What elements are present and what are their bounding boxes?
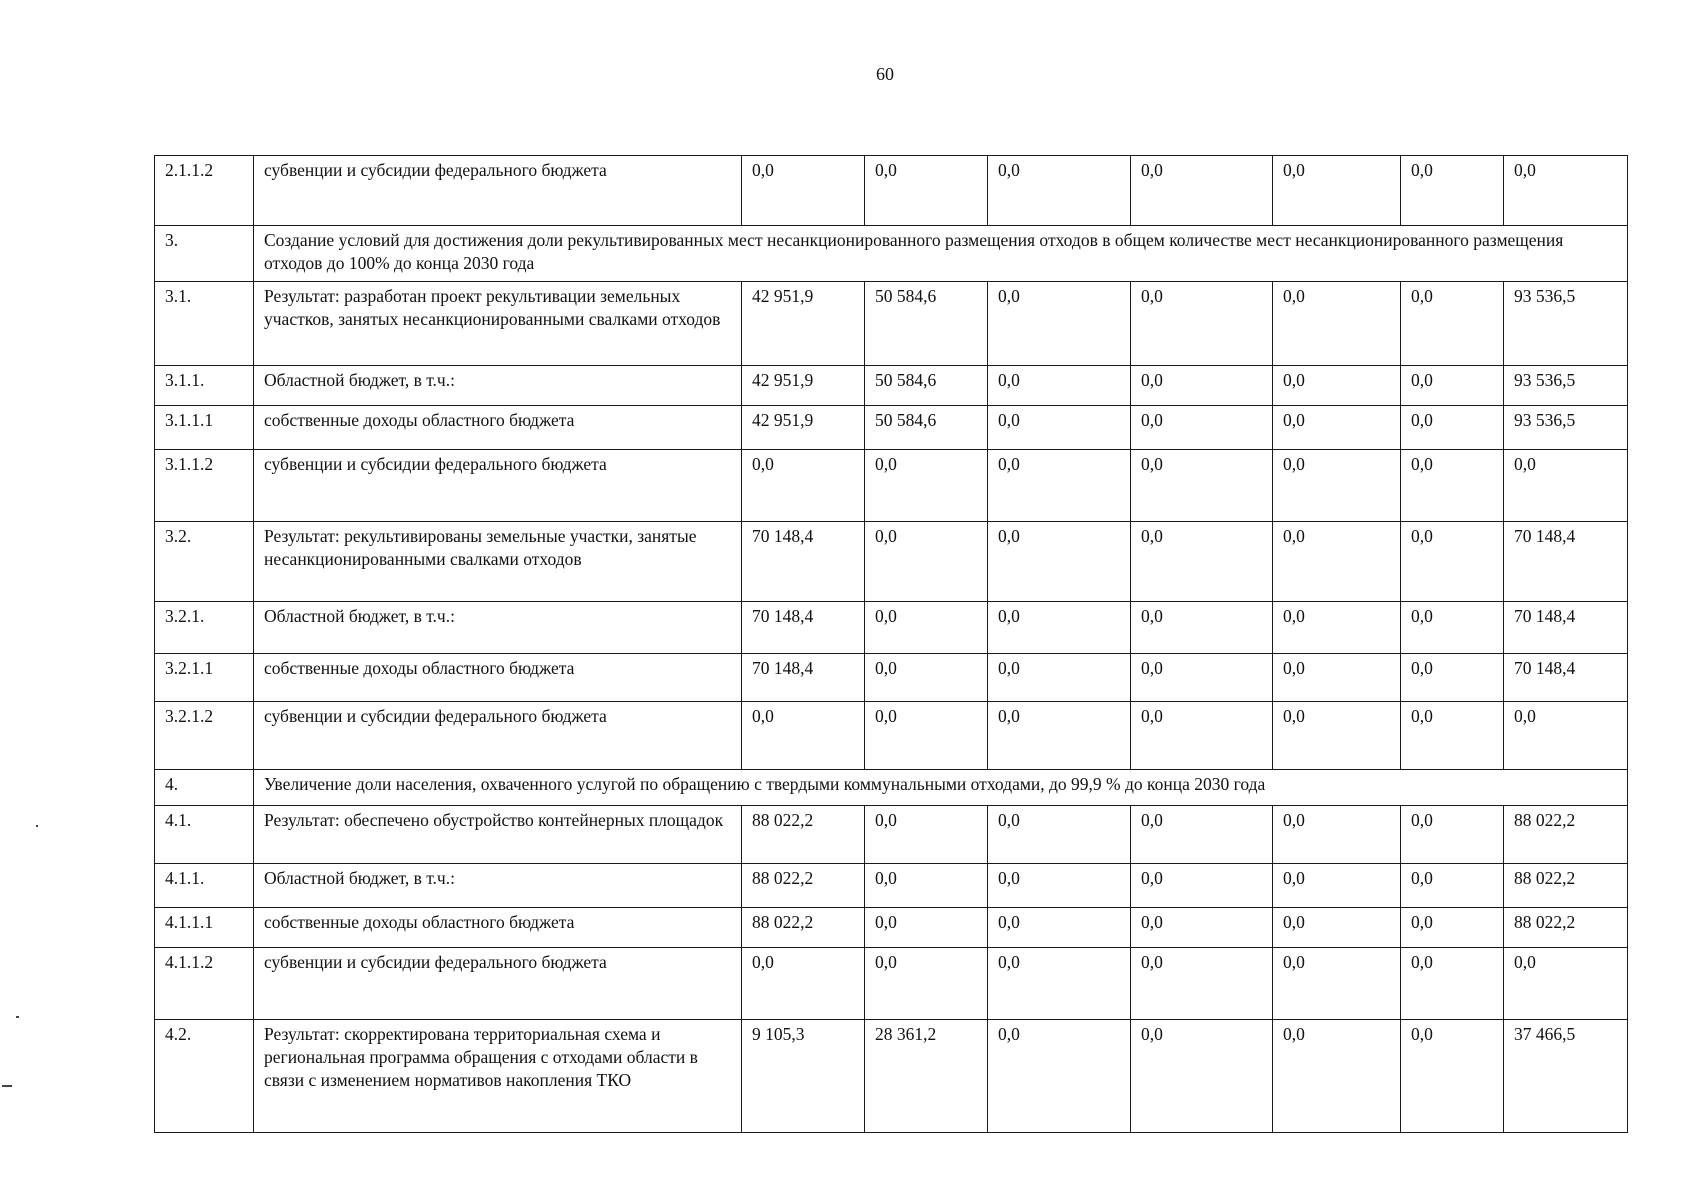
row-value: 0,0 [1504,702,1628,770]
table-row [155,366,1628,406]
row-code: 4.1.1. [155,864,254,908]
row-value: 0,0 [1401,864,1504,908]
row-name: Результат: скорректирована территориальная схема и региональная программа обращения с отходами области в связи с изменением нормативов накопления ТКО [254,1020,742,1133]
row-value: 0,0 [1273,156,1401,226]
row-name: субвенции и субсидии федерального бюджета [254,702,742,770]
row-value: 0,0 [988,602,1131,654]
row-value: 0,0 [865,806,988,864]
row-value: 70 148,4 [1504,602,1628,654]
row-name: Результат: обеспечено обустройство контейнерных площадок [254,806,742,864]
row-name: собственные доходы областного бюджета [254,654,742,702]
row-value: 0,0 [988,406,1131,450]
row-value: 88 022,2 [1504,806,1628,864]
row-name: собственные доходы областного бюджета [254,406,742,450]
row-name: Областной бюджет, в т.ч.: [254,602,742,654]
row-value: 0,0 [988,908,1131,948]
row-value: 0,0 [1273,282,1401,366]
row-value: 0,0 [742,948,865,1020]
row-value: 0,0 [865,908,988,948]
table-row [155,156,1628,226]
row-value: 93 536,5 [1504,406,1628,450]
section-row [155,226,1628,282]
section-title: Увеличение доли населения, охваченного услугой по обращению с твердыми коммунальными отходами, до 99,9 % до конца 2030 года [254,770,1628,806]
row-code: 3. [155,226,254,282]
row-name: Результат: разработан проект рекультивации земельных участков, занятых несанкционированными свалками отходов [254,282,742,366]
row-code: 3.2. [155,522,254,602]
table-row [155,908,1628,948]
row-value: 0,0 [865,948,988,1020]
row-value: 0,0 [1273,522,1401,602]
row-value: 0,0 [865,522,988,602]
row-value: 0,0 [1273,702,1401,770]
row-value: 0,0 [1273,406,1401,450]
table-row [155,864,1628,908]
row-name: субвенции и субсидии федерального бюджета [254,156,742,226]
row-value: 0,0 [1401,948,1504,1020]
table-row [155,522,1628,602]
row-code: 3.1.1. [155,366,254,406]
row-value: 0,0 [1131,450,1273,522]
table-row [155,806,1628,864]
table-row [155,702,1628,770]
row-code: 4.1. [155,806,254,864]
row-value: 88 022,2 [1504,908,1628,948]
row-value: 0,0 [1131,654,1273,702]
row-value: 0,0 [988,282,1131,366]
row-value: 0,0 [1131,702,1273,770]
row-value: 0,0 [1131,156,1273,226]
row-value: 0,0 [1401,702,1504,770]
row-value: 0,0 [1401,1020,1504,1133]
row-code: 3.2.1. [155,602,254,654]
row-value: 0,0 [988,948,1131,1020]
row-value: 0,0 [1401,406,1504,450]
row-value: 42 951,9 [742,366,865,406]
row-value: 0,0 [1273,1020,1401,1133]
row-value: 0,0 [1401,522,1504,602]
row-name: субвенции и субсидии федерального бюджета [254,948,742,1020]
scan-mark [16,1016,19,1018]
row-value: 0,0 [1273,908,1401,948]
row-value: 0,0 [1273,948,1401,1020]
table-row [155,282,1628,366]
row-value: 0,0 [865,602,988,654]
row-value: 0,0 [988,654,1131,702]
row-value: 0,0 [1131,864,1273,908]
row-code: 3.1.1.1 [155,406,254,450]
row-value: 0,0 [1273,806,1401,864]
row-value: 0,0 [988,366,1131,406]
row-value: 88 022,2 [742,908,865,948]
row-value: 0,0 [742,702,865,770]
row-code: 3.1. [155,282,254,366]
row-name: Областной бюджет, в т.ч.: [254,366,742,406]
page-number: 60 [876,64,894,84]
row-value: 50 584,6 [865,366,988,406]
row-value: 9 105,3 [742,1020,865,1133]
row-name: Областной бюджет, в т.ч.: [254,864,742,908]
row-value: 0,0 [1131,366,1273,406]
row-value: 88 022,2 [1504,864,1628,908]
row-value: 0,0 [988,702,1131,770]
row-value: 0,0 [988,864,1131,908]
row-value: 0,0 [1131,522,1273,602]
row-value: 0,0 [865,450,988,522]
row-name: субвенции и субсидии федерального бюджета [254,450,742,522]
row-value: 93 536,5 [1504,366,1628,406]
row-value: 70 148,4 [742,602,865,654]
row-value: 0,0 [1401,908,1504,948]
row-value: 0,0 [1401,602,1504,654]
row-name: собственные доходы областного бюджета [254,908,742,948]
row-value: 0,0 [1504,948,1628,1020]
row-value: 0,0 [988,156,1131,226]
row-value: 70 148,4 [1504,522,1628,602]
row-value: 0,0 [742,156,865,226]
table-row [155,948,1628,1020]
row-value: 0,0 [1131,282,1273,366]
row-code: 3.2.1.2 [155,702,254,770]
row-value: 0,0 [865,702,988,770]
row-value: 70 148,4 [742,654,865,702]
section-row [155,770,1628,806]
scan-mark [2,1085,12,1087]
row-value: 0,0 [742,450,865,522]
table-row [155,654,1628,702]
row-value: 0,0 [1401,156,1504,226]
row-code: 4. [155,770,254,806]
row-value: 0,0 [1504,156,1628,226]
row-value: 0,0 [1401,450,1504,522]
row-value: 0,0 [1131,406,1273,450]
row-value: 0,0 [988,450,1131,522]
row-code: 4.1.1.1 [155,908,254,948]
row-value: 93 536,5 [1504,282,1628,366]
row-value: 42 951,9 [742,282,865,366]
row-code: 3.2.1.1 [155,654,254,702]
row-value: 0,0 [1273,602,1401,654]
row-value: 0,0 [865,156,988,226]
row-value: 0,0 [1273,864,1401,908]
table-row [155,602,1628,654]
row-name: Результат: рекультивированы земельные участки, занятые несанкционированными свалками отходов [254,522,742,602]
row-value: 42 951,9 [742,406,865,450]
row-value: 0,0 [1273,366,1401,406]
row-value: 88 022,2 [742,864,865,908]
scan-mark [36,825,38,827]
row-value: 0,0 [988,522,1131,602]
section-title: Создание условий для достижения доли рекультивированных мест несанкционированного размещения отходов в общем количестве мест несанкционированного размещения отходов до 100% до конца 2030 года [254,226,1628,282]
row-value: 50 584,6 [865,282,988,366]
row-value: 37 466,5 [1504,1020,1628,1133]
row-value: 0,0 [1131,908,1273,948]
row-value: 70 148,4 [742,522,865,602]
table-row [155,1020,1628,1133]
row-value: 0,0 [1131,806,1273,864]
table-body [155,156,1628,1133]
row-code: 2.1.1.2 [155,156,254,226]
budget-table [154,155,1628,1133]
table-row [155,450,1628,522]
row-code: 3.1.1.2 [155,450,254,522]
row-value: 0,0 [988,1020,1131,1133]
row-value: 70 148,4 [1504,654,1628,702]
row-value: 0,0 [1131,602,1273,654]
row-value: 0,0 [1401,366,1504,406]
row-value: 0,0 [988,806,1131,864]
row-value: 0,0 [1273,654,1401,702]
row-value: 0,0 [865,864,988,908]
row-code: 4.1.1.2 [155,948,254,1020]
row-value: 28 361,2 [865,1020,988,1133]
row-value: 0,0 [1131,948,1273,1020]
row-value: 0,0 [1401,654,1504,702]
row-value: 0,0 [1273,450,1401,522]
row-value: 0,0 [1401,806,1504,864]
row-value: 0,0 [1504,450,1628,522]
row-value: 0,0 [1401,282,1504,366]
row-value: 50 584,6 [865,406,988,450]
row-value: 0,0 [1131,1020,1273,1133]
table-row [155,406,1628,450]
row-value: 88 022,2 [742,806,865,864]
row-value: 0,0 [865,654,988,702]
row-code: 4.2. [155,1020,254,1133]
